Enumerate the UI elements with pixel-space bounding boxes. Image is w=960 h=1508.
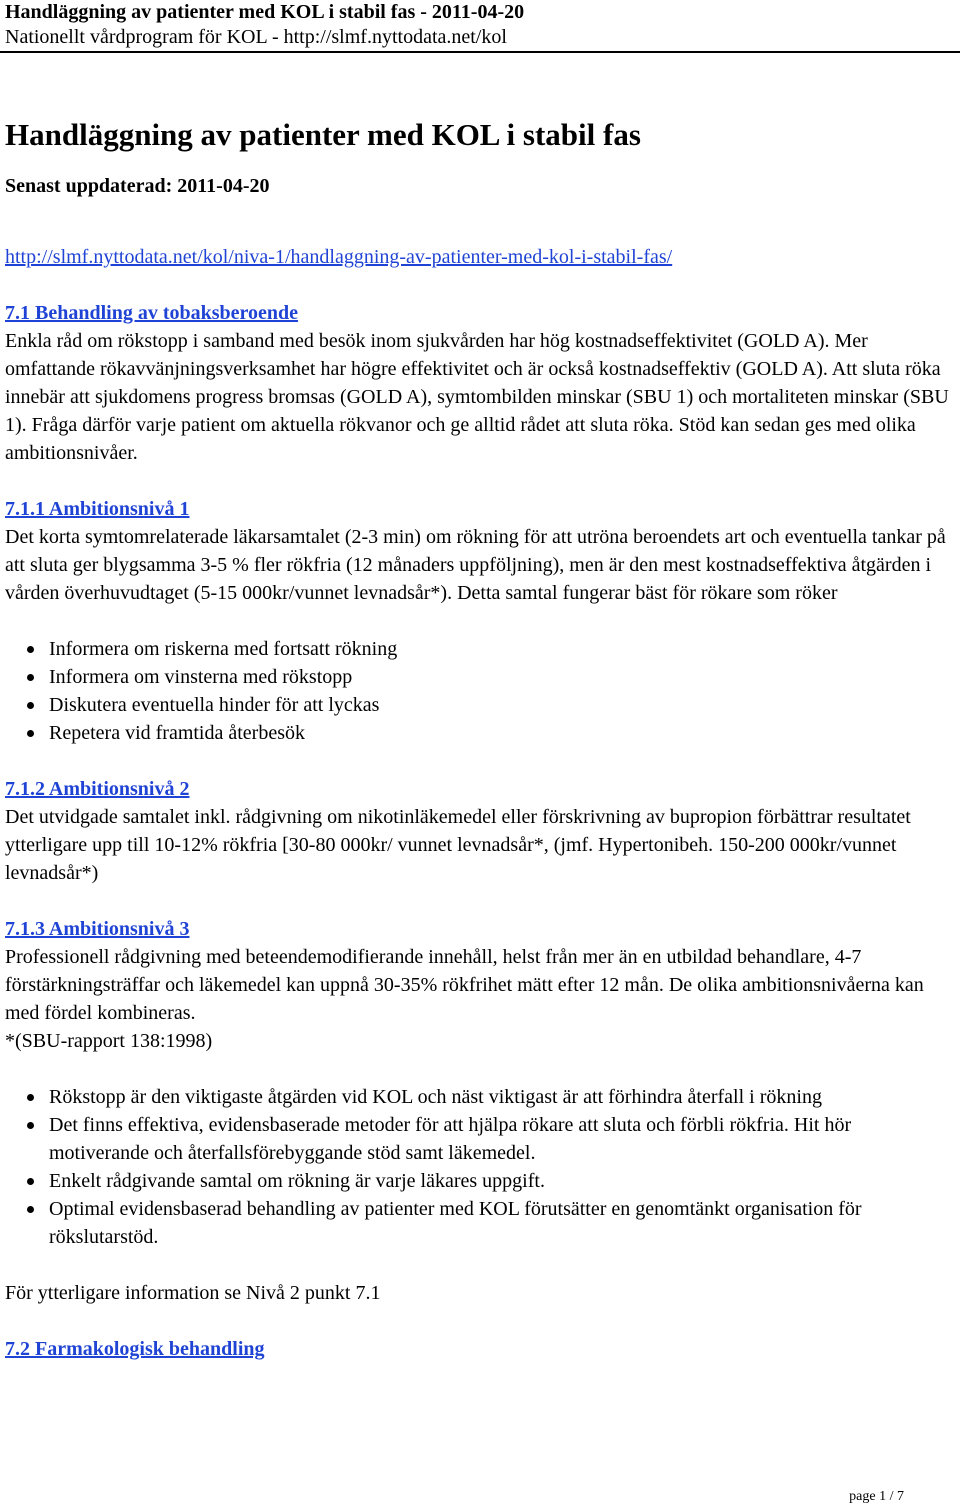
section-7-1-body: Enkla råd om rökstopp i samband med besök inom sjukvården har hög kostnadseffektivitet (GOLD A). Mer omfattande rökavvänjningsverksamhet har högre effektivitet och är också kostnadseffektiv (GOLD A). Att sluta röka innebär att sjukdomens progress bromsas (GOLD A), symtombilden minskar (SBU 1) och mortaliteten minskar (SBU 1). Fråga därför varje patient om aktuella rökvanor och ge alltid rådet att sluta röka. Stöd kan sedan ges med olika ambitionsnivåer. bbox=[5, 330, 949, 464]
page-title: Handläggning av patienter med KOL i stabil fas bbox=[5, 117, 641, 152]
section-7-1-2 bbox=[5, 775, 950, 887]
page-number: page 1 / 7 bbox=[849, 1489, 904, 1504]
last-updated: Senast uppdaterad: 2011-04-20 bbox=[5, 175, 270, 197]
list-item: Rökstopp är den viktigaste åtgärden vid KOL och näst viktigast är att förhindra återfall i rökning bbox=[49, 1083, 950, 1111]
section-7-1-2-body: Det utvidgade samtalet inkl. rådgivning om nikotinläkemedel eller förskrivning av bupropion förbättrar resultatet ytterligare upp till 10-12% rökfria [30-80 000kr/ vunnet levnadsår*, (jmf. Hypertonibeh. 150-200 000kr/vunnet levnadsår*) bbox=[5, 806, 911, 884]
header-title: Handläggning av patienter med KOL i stabil fas - 2011-04-20 bbox=[5, 1, 525, 23]
running-header bbox=[5, 0, 524, 50]
more-info-text: För ytterligare information se Nivå 2 punkt 7.1 bbox=[5, 1282, 381, 1304]
section-7-1 bbox=[5, 299, 950, 467]
list-item: Informera om riskerna med fortsatt rökning bbox=[49, 635, 950, 663]
document-body bbox=[5, 108, 950, 1363]
list-item: Informera om vinsterna med rökstopp bbox=[49, 663, 950, 691]
section-7-2 bbox=[5, 1335, 950, 1363]
section-7-1-3-heading-link[interactable]: 7.1.3 Ambitionsnivå 3 bbox=[5, 918, 190, 940]
header-subtitle: Nationellt vårdprogram för KOL - http://slmf.nyttodata.net/kol bbox=[5, 26, 507, 48]
section-7-1-1-heading-link[interactable]: 7.1.1 Ambitionsnivå 1 bbox=[5, 498, 190, 520]
section-7-1-1-list bbox=[5, 635, 950, 747]
section-7-1-1 bbox=[5, 495, 950, 747]
page-url-link[interactable]: http://slmf.nyttodata.net/kol/niva-1/handlaggning-av-patienter-med-kol-i-stabil-fas/ bbox=[5, 246, 673, 268]
section-7-1-3-body: Professionell rådgivning med beteendemodifierande innehåll, helst från mer än en utbildad behandlare, 4-7 förstärkningsträffar och läkemedel kan uppnå 30-35% rökfrihet mätt efter 12 mån. De olika ambitionsnivåerna kan med fördel kombineras. bbox=[5, 946, 924, 1024]
list-item: Optimal evidensbaserad behandling av patienter med KOL förutsätter en genomtänkt organisation för rökslutarstöd. bbox=[49, 1195, 950, 1251]
section-7-1-1-body: Det korta symtomrelaterade läkarsamtalet (2-3 min) om rökning för att utröna beroendets art och eventuella tankar på att sluta ger blygsamma 3-5 % fler rökfria (12 månaders uppföljning), men är den mest kostnadseffektiva åtgärden i vården överhuvudtaget (5-15 000kr/vunnet levnadsår*). Detta samtal fungerar bäst för rökare som röker bbox=[5, 526, 946, 604]
sbu-reference: *(SBU-rapport 138:1998) bbox=[5, 1030, 213, 1052]
header-divider bbox=[0, 51, 960, 53]
section-7-1-2-heading-link[interactable]: 7.1.2 Ambitionsnivå 2 bbox=[5, 778, 190, 800]
list-item: Repetera vid framtida återbesök bbox=[49, 719, 950, 747]
section-7-1-heading-link[interactable]: 7.1 Behandling av tobaksberoende bbox=[5, 302, 299, 324]
list-item: Diskutera eventuella hinder för att lyckas bbox=[49, 691, 950, 719]
section-7-2-heading-link[interactable]: 7.2 Farmakologisk behandling bbox=[5, 1338, 265, 1360]
list-item: Enkelt rådgivande samtal om rökning är varje läkares uppgift. bbox=[49, 1167, 950, 1195]
section-7-1-3-list bbox=[5, 1083, 950, 1251]
list-item: Det finns effektiva, evidensbaserade metoder för att hjälpa rökare att sluta och förbli rökfria. Hit hör motiverande och återfallsförebyggande stöd samt läkemedel. bbox=[49, 1111, 950, 1167]
section-7-1-3 bbox=[5, 915, 950, 1251]
